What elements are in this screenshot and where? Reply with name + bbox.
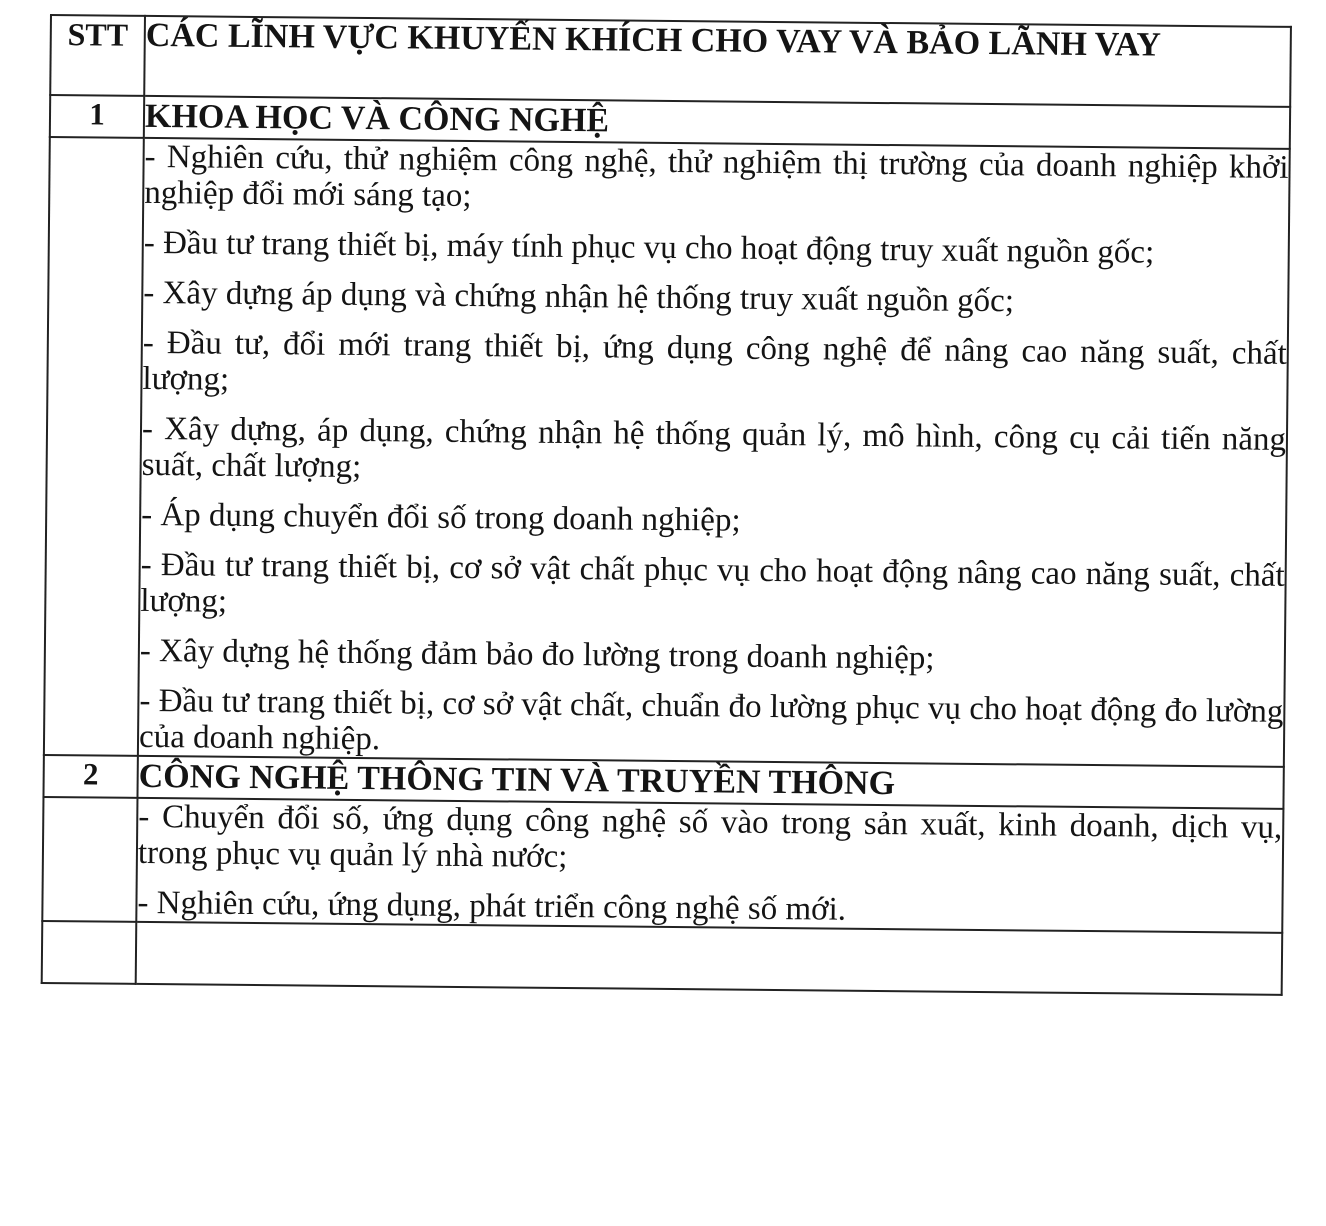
list-item: - Đầu tư trang thiết bị, cơ sở vật chất phục vụ cho hoạt động nâng cao năng suất, chất lượng; xyxy=(140,546,1285,620)
table-title-header: CÁC LĨNH VỰC KHUYẾN KHÍCH CHO VAY VÀ BẢO LÃNH VAY xyxy=(144,16,1291,107)
cut-off-content-cell xyxy=(136,922,1283,995)
section-items-row xyxy=(42,797,1283,933)
section-number: 2 xyxy=(43,755,137,798)
list-item: - Chuyển đổi số, ứng dụng công nghệ số vào trong sản xuất, kinh doanh, dịch vụ, trong phục vụ quản lý nhà nước; xyxy=(137,798,1283,876)
list-item: - Đầu tư trang thiết bị, máy tính phục vụ cho hoạt động truy xuất nguồn gốc; xyxy=(143,224,1155,271)
empty-stt-cell xyxy=(44,137,144,756)
section-items-row xyxy=(44,137,1290,767)
cut-off-stt-cell xyxy=(42,921,137,984)
list-item: - Nghiên cứu, thử nghiệm công nghệ, thử nghiệm thị trường của doanh nghiệp khởi nghiệp đổi mới sáng tạo; xyxy=(144,138,1289,215)
loan-fields-table xyxy=(41,14,1292,996)
table-header-row xyxy=(50,15,1291,107)
section-items-cell xyxy=(138,138,1290,767)
section-number: 1 xyxy=(50,95,144,138)
empty-stt-cell xyxy=(42,797,137,922)
list-item: - Xây dựng áp dụng và chứng nhận hệ thống truy xuất nguồn gốc; xyxy=(143,274,1015,320)
list-item: - Đầu tư, đổi mới trang thiết bị, ứng dụng công nghệ để nâng cao năng suất, chất lượng; xyxy=(142,324,1287,398)
stt-header: STT xyxy=(50,15,145,96)
list-item: - Xây dựng, áp dụng, chứng nhận hệ thống quản lý, mô hình, công cụ cải tiến năng suất, chất lượng; xyxy=(141,410,1287,486)
section-title: KHOA HỌC VÀ CÔNG NGHỆ xyxy=(144,96,1290,149)
cut-off-row xyxy=(42,921,1283,995)
list-item: - Áp dụng chuyển đổi số trong doanh nghiệp; xyxy=(141,496,741,539)
list-item: - Xây dựng hệ thống đảm bảo đo lường trong doanh nghiệp; xyxy=(139,632,935,677)
section-items-cell xyxy=(136,798,1283,933)
section-title: CÔNG NGHỆ THÔNG TIN VÀ TRUYỀN THÔNG xyxy=(137,756,1283,809)
list-item: - Đầu tư trang thiết bị, cơ sở vật chất, chuẩn đo lường phục vụ cho hoạt động đo lường của doanh nghiệp. xyxy=(138,682,1284,758)
list-item: - Nghiên cứu, ứng dụng, phát triển công nghệ số mới. xyxy=(137,884,847,928)
